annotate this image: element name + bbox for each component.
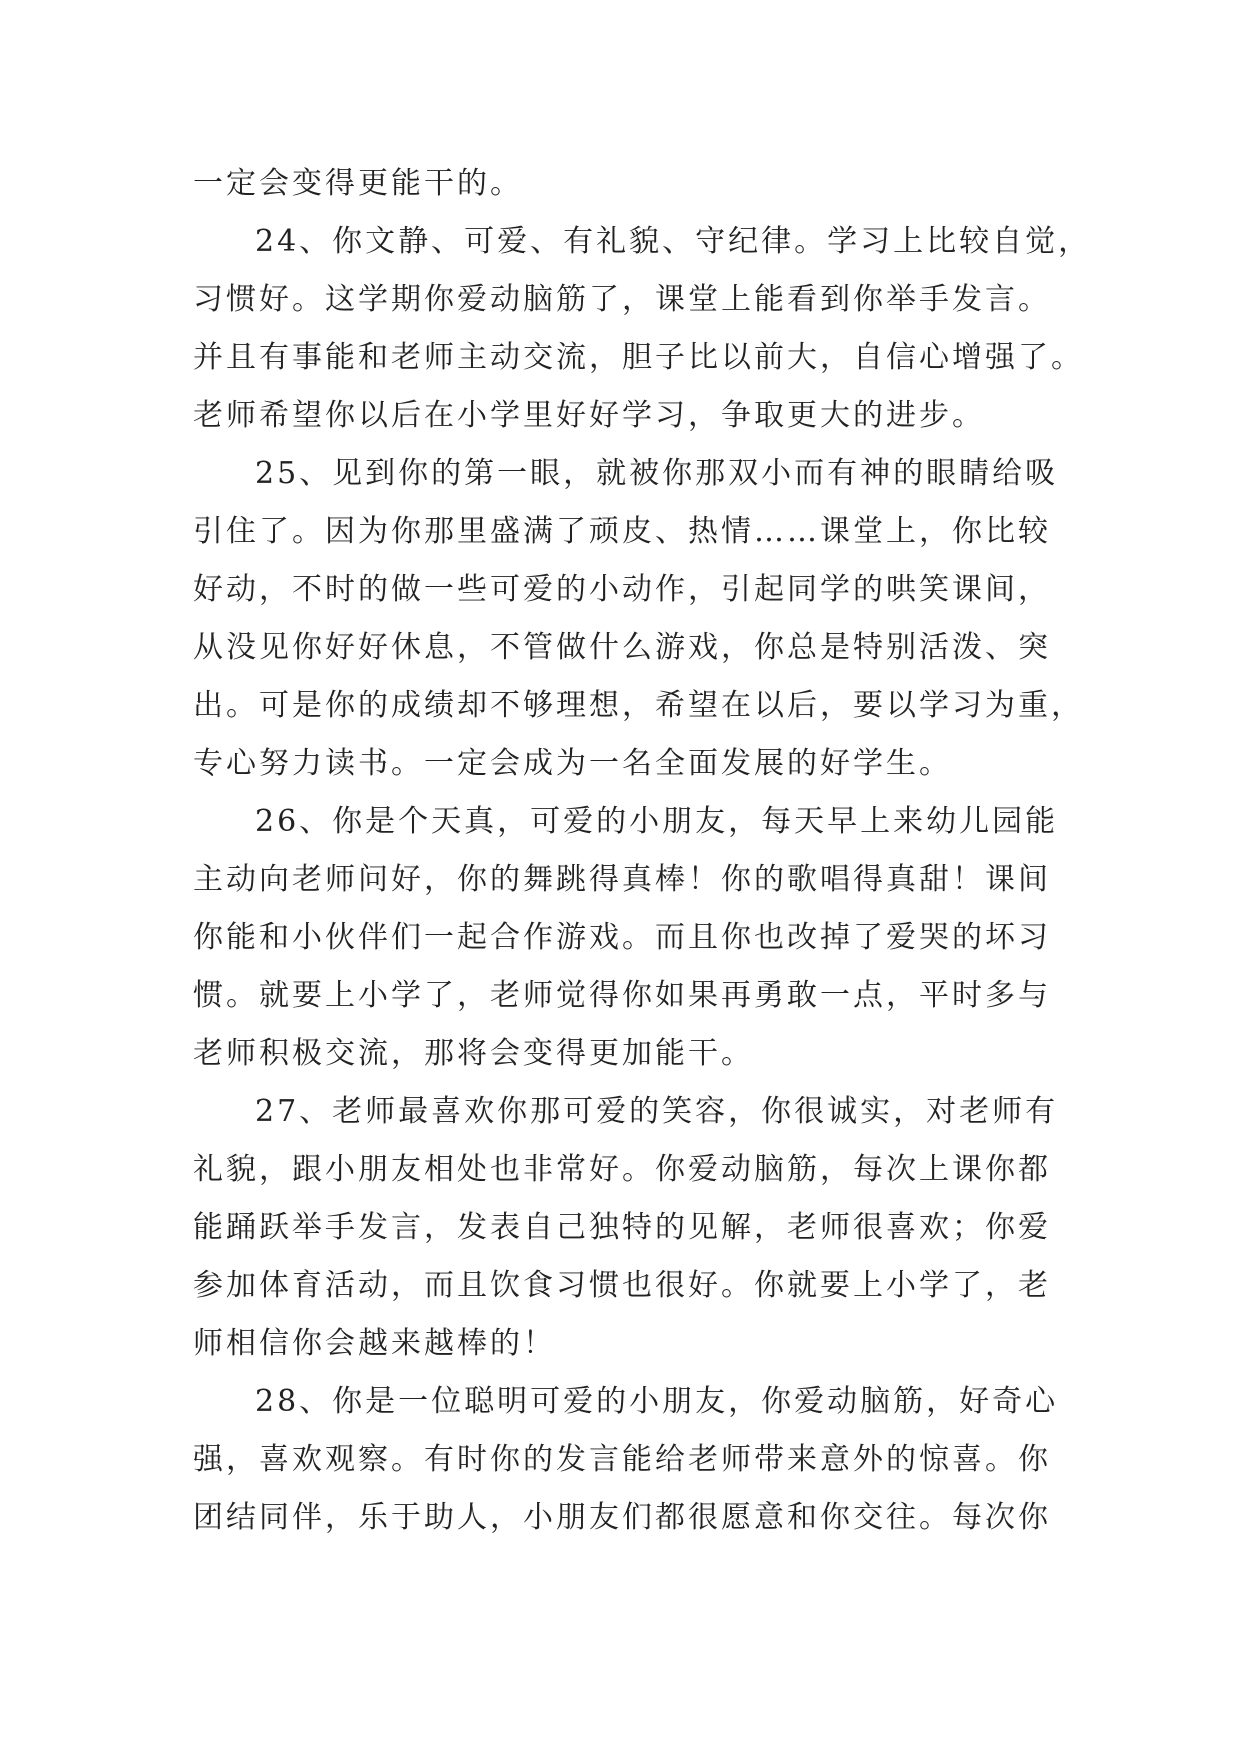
paragraph-26-start: 26、你是个天真，可爱的小朋友，每天早上来幼儿园能	[255, 804, 1059, 839]
text-line: 并且有事能和老师主动交流，胆子比以前大，自信心增强了。	[193, 340, 1084, 375]
paragraph-25-start: 25、见到你的第一眼，就被你那双小而有神的眼睛给吸	[255, 456, 1059, 491]
paragraph-28-start: 28、你是一位聪明可爱的小朋友，你爱动脑筋，好奇心	[255, 1384, 1059, 1419]
text-line: 惯。就要上小学了，老师觉得你如果再勇敢一点，平时多与	[193, 978, 1051, 1013]
text-line: 能踊跃举手发言，发表自己独特的见解，老师很喜欢；你爱	[193, 1210, 1051, 1245]
text-line: 专心努力读书。一定会成为一名全面发展的好学生。	[193, 746, 952, 781]
text-line: 一定会变得更能干的。	[193, 166, 523, 201]
text-line: 主动向老师问好，你的舞跳得真棒！你的歌唱得真甜！课间	[193, 862, 1051, 897]
text-line: 出。可是你的成绩却不够理想，希望在以后，要以学习为重，	[193, 688, 1084, 723]
text-line: 参加体育活动，而且饮食习惯也很好。你就要上小学了，老	[193, 1268, 1051, 1303]
document-body	[193, 155, 1092, 1547]
text-line: 习惯好。这学期你爱动脑筋了，课堂上能看到你举手发言。	[193, 282, 1051, 317]
text-line: 老师希望你以后在小学里好好学习，争取更大的进步。	[193, 398, 985, 433]
text-line: 强，喜欢观察。有时你的发言能给老师带来意外的惊喜。你	[193, 1442, 1051, 1477]
text-line: 引住了。因为你那里盛满了顽皮、热情……课堂上，你比较	[193, 514, 1051, 549]
text-line: 师相信你会越来越棒的！	[193, 1326, 556, 1361]
text-line: 好动，不时的做一些可爱的小动作，引起同学的哄笑课间，	[193, 572, 1051, 607]
text-line: 团结同伴，乐于助人，小朋友们都很愿意和你交往。每次你	[193, 1500, 1051, 1535]
text-line: 老师积极交流，那将会变得更加能干。	[193, 1036, 754, 1071]
text-line: 你能和小伙伴们一起合作游戏。而且你也改掉了爱哭的坏习	[193, 920, 1051, 955]
text-line: 从没见你好好休息，不管做什么游戏，你总是特别活泼、突	[193, 630, 1051, 665]
paragraph-24-start: 24、你文静、可爱、有礼貌、守纪律。学习上比较自觉，	[255, 224, 1092, 259]
paragraph-27-start: 27、老师最喜欢你那可爱的笑容，你很诚实，对老师有	[255, 1094, 1059, 1129]
text-line: 礼貌，跟小朋友相处也非常好。你爱动脑筋，每次上课你都	[193, 1152, 1051, 1187]
